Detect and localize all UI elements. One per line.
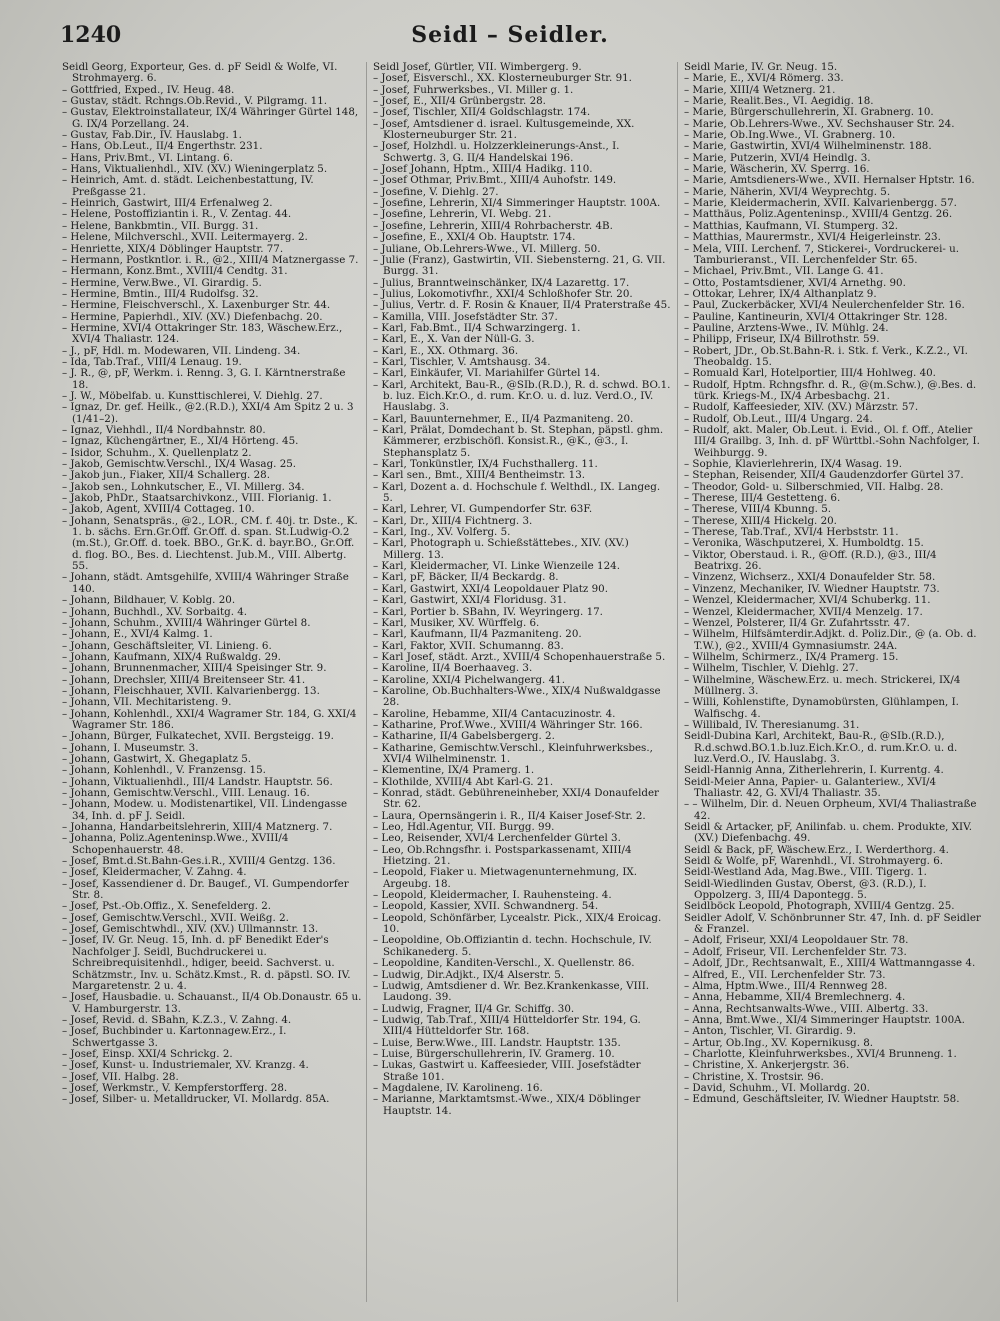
directory-entry: – Johann, Kohlenhdl., XXI/4 Wagramer Str. 184, G. XXI/4 Wagramer Str. 186. bbox=[62, 707, 357, 731]
directory-entry: – Johann, Geschäftsleiter, VI. Linieng. 6. bbox=[62, 639, 272, 652]
directory-entry: – Luise, Bürgerschullehrerin, IV. Gramerg. 10. bbox=[373, 1047, 615, 1060]
directory-entry: – Wilhelm, Tischler, V. Diehlg. 27. bbox=[684, 662, 859, 675]
directory-entry: – Jakob jun., Fiaker, XII/4 Schallerg. 28. bbox=[62, 469, 270, 482]
directory-entry: – Willi, Kohlenstifte, Dynamobürsten, Glühlampen, I. Walfischg. 4. bbox=[684, 696, 959, 720]
directory-entry: – Matthäus, Poliz.Agenteninsp., XVIII/4 Gentzg. 26. bbox=[684, 208, 953, 221]
directory-entry: – Karl sen., Bmt., XIII/4 Bentheimstr. 13. bbox=[373, 469, 586, 482]
directory-entry: – Klementine, IX/4 Pramerg. 1. bbox=[373, 764, 535, 777]
directory-entry: – Karl, Portier b. SBahn, IV. Weyringerg. 17. bbox=[373, 605, 603, 618]
directory-entry: – Jakob, Gemischtw.Verschl., IX/4 Wasag. 25. bbox=[62, 458, 297, 471]
directory-entry: – Hans, Viktualienhdl., XIV. (XV.) Wieningerplatz 5. bbox=[62, 163, 328, 176]
directory-entry: – Josefine, Lehrerin, XI/4 Simmeringer Hauptstr. 100A. bbox=[373, 197, 661, 210]
directory-entry: – Katharine, Gemischtw.Verschl., Kleinfuhrwerksbes., XVI/4 Wilhelminenstr. 1. bbox=[373, 741, 653, 765]
directory-entry: – Wenzel, Kleidermacher, XVI/4 Schuberkg. 11. bbox=[684, 594, 931, 607]
directory-entry: – Leo, Ob.Rchngsfhr. i. Postsparkassenamt, XIII/4 Hietzing. 21. bbox=[373, 843, 632, 868]
directory-entry: – Josef, Bmt.d.St.Bahn-Ges.i.R., XVIII/4 Gentzg. 136. bbox=[62, 855, 336, 868]
directory-entry: – Josef, Gemischtwhdl., XIV. (XV.) Ullmannstr. 13. bbox=[62, 923, 319, 936]
directory-entry: – Josefine, Lehrerin, XIII/4 Rohrbacherstr. 4B. bbox=[373, 219, 613, 232]
directory-entry: – Lukas, Gastwirt u. Kaffeesieder, VIII. Josefstädter Straße 101. bbox=[373, 1059, 641, 1083]
directory-entry: – Johann, Gastwirt, X. Ghegaplatz 5. bbox=[62, 752, 252, 765]
directory-entry: – Juliane, Ob.Lehrers-Wwe., VI. Millerg. 50. bbox=[373, 242, 601, 255]
directory-entry: – Christine, X. Ankerjergstr. 36. bbox=[684, 1059, 850, 1072]
directory-entry: – Marie, Kleidermacherin, XVII. Kalvarienbergg. 57. bbox=[684, 197, 957, 210]
directory-entry: – Therese, XIII/4 Hickelg. 20. bbox=[684, 514, 837, 527]
directory-entry: – Ignaz, Viehhdl., II/4 Nordbahnstr. 80. bbox=[62, 424, 266, 436]
directory-entry: – Karoline, Hebamme, XII/4 Cantacuzinostr. 4. bbox=[373, 707, 616, 720]
directory-entry: – Karl, pF, Bäcker, II/4 Beckardg. 8. bbox=[373, 571, 559, 584]
directory-entry: – Karl, Lehrer, VI. Gumpendorfer Str. 63F. bbox=[373, 503, 593, 516]
directory-entry: – Gustav, Fab.Dir., IV. Hauslabg. 1. bbox=[62, 129, 242, 142]
directory-entry: – Karl, Musiker, XV. Würffelg. 6. bbox=[373, 616, 540, 629]
directory-entry: – Leo, Hdl.Agentur, VII. Burgg. 99. bbox=[373, 821, 555, 834]
directory-entry: – Josef Othmar, Priv.Bmt., XIII/4 Auhofstr. 149. bbox=[373, 174, 617, 187]
directory-entry: – Karl, E., X. Van der Nüll-G. 3. bbox=[373, 333, 535, 346]
directory-entry: – Isidor, Schuhm., X. Quellenplatz 2. bbox=[62, 446, 252, 459]
directory-entry: – Christine, X. Trostsir. 96. bbox=[684, 1070, 824, 1083]
directory-entry: – Pauline, Kantineurin, XVI/4 Ottakringer Str. 128. bbox=[684, 310, 948, 323]
directory-entry: – Henriette, XIX/4 Döblinger Hauptstr. 77. bbox=[62, 242, 284, 255]
directory-entry: – Rudolf, Hptm. Rchngsfhr. d. R., @(m.Schw.), @.Bes. d. türk. Kriegs-M., IX/4 Arbesbachg. 21. bbox=[684, 378, 977, 402]
directory-entry: – Hermann, Konz.Bmt., XVIII/4 Cendtg. 31. bbox=[62, 265, 288, 278]
directory-entry: – Karl, Einkäufer, VI. Mariahilfer Gürtel 14. bbox=[373, 367, 601, 380]
directory-entry: – Ignaz, Küchengärtner, E., XI/4 Hörteng. 45. bbox=[62, 435, 299, 448]
directory-entry: – Julius, Branntweinschänker, IX/4 Lazarettg. 17. bbox=[373, 276, 630, 289]
directory-entry: – Sophie, Klavierlehrerin, IX/4 Wasag. 19. bbox=[684, 458, 902, 471]
directory-entry: – – Wilhelm, Dir. d. Neuen Orpheum, XVI/4 Thaliastraße 42. bbox=[684, 798, 977, 822]
directory-entry: Seidl & Wolfe, pF, Warenhdl., VI. Strohmayerg. 6. bbox=[684, 855, 944, 868]
directory-entry: – Josef, Silber- u. Metalldrucker, VI. Mollardg. 85A. bbox=[62, 1093, 330, 1106]
column-left bbox=[62, 62, 367, 1302]
directory-entry: – Josef, Amtsdiener d. israel. Kultusgemeinde, XX. Klosterneuburger Str. 21. bbox=[373, 117, 635, 142]
directory-entry: – Romuald Karl, Hotelportier, III/4 Hohlweg. 40. bbox=[684, 367, 936, 380]
directory-entry: – Therese, III/4 Gestetteng. 6. bbox=[684, 492, 841, 505]
directory-entry: – Therese, VIII/4 Kbunng. 5. bbox=[684, 503, 832, 516]
directory-entry: – Marie, Putzerin, XVI/4 Heindlg. 3. bbox=[684, 151, 871, 164]
directory-entry: – Alma, Hptm.Wwe., III/4 Rennweg 28. bbox=[684, 979, 888, 992]
directory-entry: – Hans, Priv.Bmt., VI. Lintang. 6. bbox=[62, 151, 233, 164]
directory-entry: – Viktor, Oberstaud. i. R., @Off. (R.D.), @3., III/4 Beatrixg. 26. bbox=[684, 548, 937, 573]
directory-entry: Seidl & Artacker, pF, Anilinfab. u. chem. Produkte, XIV. (XV.) Diefenbachg. 49. bbox=[684, 821, 973, 845]
directory-entry: – Matthias, Kaufmann, VI. Stumperg. 32. bbox=[684, 219, 899, 232]
directory-entry: – Josef, Kunst- u. Industriemaler, XV. Kranzg. 4. bbox=[62, 1059, 309, 1072]
directory-entry: – Julius, Vertr. d. F. Rosin & Knauer, II/4 Praterstraße 45. bbox=[373, 299, 671, 312]
directory-entry: – Johann, Modew. u. Modistenartikel, VII. Lindengasse 34, Inh. d. pF J. Seidl. bbox=[62, 798, 348, 822]
directory-entry: – Heinrich, Gastwirt, III/4 Erfenalweg 2. bbox=[62, 197, 273, 210]
directory-entry: – Karl Josef, städt. Arzt., XVIII/4 Schopenhauerstraße 5. bbox=[373, 650, 666, 663]
directory-entry: – Karl, Fab.Bmt., II/4 Schwarzingerg. 1. bbox=[373, 321, 581, 334]
directory-entry: – Leopold, Schönfärber, Lycealstr. Pick., XIX/4 Eroicag. 10. bbox=[373, 911, 662, 936]
directory-entry: – Ludwig, Fragner, II/4 Gr. Schiffg. 30. bbox=[373, 1002, 575, 1015]
column-middle bbox=[373, 62, 678, 1302]
directory-entry: – Josefine, Lehrerin, VI. Webg. 21. bbox=[373, 208, 552, 221]
directory-entry: – Leopoldine, Kanditen-Verschl., X. Quellenstr. 86. bbox=[373, 957, 635, 970]
directory-entry: – David, Schuhm., VI. Mollardg. 20. bbox=[684, 1081, 870, 1094]
directory-entry: – Hermine, XVI/4 Ottakringer Str. 183, Wäschew.Erz., XVI/4 Thaliastr. 124. bbox=[62, 321, 343, 346]
directory-entry: – Hans, Ob.Leut., II/4 Engerthstr. 231. bbox=[62, 140, 263, 153]
directory-entry: – Magdalene, IV. Karolineng. 16. bbox=[373, 1081, 543, 1094]
directory-entry: – Leopoldine, Ob.Offiziantin d. techn. Hochschule, IV. Schikanederg. 5. bbox=[373, 934, 652, 958]
entry-columns bbox=[62, 62, 988, 1302]
directory-entry: – Johann, Kaufmann, XIX/4 Rußwaldg. 29. bbox=[62, 650, 281, 663]
directory-entry: – Josef, Hausbadie. u. Schauanst., II/4 Ob.Donaustr. 65 u. V. Hamburgerstr. 13. bbox=[62, 991, 362, 1015]
directory-entry: – Johann, VII. Mechitaristeng. 9. bbox=[62, 696, 232, 709]
directory-entry: – Mela, VIII. Lerchenf. 7, Stickerei-, Vordruckerei- u. Tamburieranst., VII. Lerchenfelder Str. 65. bbox=[684, 242, 960, 266]
directory-entry: – Katharine, Prof.Wwe., XVIII/4 Währinger Str. 166. bbox=[373, 718, 643, 731]
directory-entry: – Luise, Berw.Wwe., III. Landstr. Hauptstr. 135. bbox=[373, 1036, 621, 1049]
directory-entry: – Josef, Revid. d. SBahn, K.Z.3., V. Zahng. 4. bbox=[62, 1013, 292, 1026]
directory-entry: – Marie, Näherin, XVI/4 Weyprechtg. 5. bbox=[684, 185, 891, 198]
directory-entry: – Helene, Milchverschl., XVII. Leitermayerg. 2. bbox=[62, 231, 308, 244]
directory-entry: – Michael, Priv.Bmt., VII. Lange G. 41. bbox=[684, 265, 884, 278]
directory-entry: – Heinrich, Amt. d. städt. Leichenbestattung, IV. Preßgasse 21. bbox=[62, 174, 314, 198]
page-number: 1240 bbox=[60, 22, 122, 48]
directory-entry: – Gustav, städt. Rchngs.Ob.Revid., V. Pilgramg. 11. bbox=[62, 95, 328, 108]
directory-entry: – Johanna, Poliz.Agenteninsp.Wwe., XVIII/4 Schopenhauerstr. 48. bbox=[62, 832, 289, 856]
directory-entry: – Josef Johann, Hptm., XIII/4 Hadikg. 110. bbox=[373, 163, 593, 176]
directory-entry: – Anna, Bmt.Wwe., XI/4 Simmeringer Hauptstr. 100A. bbox=[684, 1013, 965, 1026]
directory-entry: – Artur, Ob.Ing., XV. Kopernikusg. 8. bbox=[684, 1036, 874, 1049]
directory-entry: – Wilhelm, Hilfsämterdir.Adjkt. d. Poliz.Dir., @ (a. Ob. d. T.W.), @2., XVIII/4 Gymnasiumstr. 24A. bbox=[684, 628, 977, 652]
directory-entry: – Charlotte, Kleinfuhrwerksbes., XVI/4 Brunneng. 1. bbox=[684, 1047, 957, 1060]
directory-entry: – Johann, Schuhm., XVIII/4 Währinger Gürtel 8. bbox=[62, 616, 311, 629]
directory-entry: – Josef, E., XII/4 Grünbergstr. 28. bbox=[373, 95, 546, 108]
directory-entry: – Philipp, Friseur, IX/4 Billrothstr. 59. bbox=[684, 333, 880, 346]
directory-entry: – Karl, Tonkünstler, IX/4 Fuchsthallerg. 11. bbox=[373, 458, 598, 471]
directory-entry: – Marie, Gastwirtin, XVI/4 Wilhelminenstr. 188. bbox=[684, 140, 932, 153]
directory-entry: – Karl, Kleidermacher, VI. Linke Wienzeile 124. bbox=[373, 560, 620, 573]
directory-entry: – Otto, Postamtsdiener, XVI/4 Arnethg. 90. bbox=[684, 276, 906, 289]
directory-entry: – Johann, Gemischtw.Verschl., VIII. Lenaug. 16. bbox=[62, 787, 310, 799]
directory-entry: – Gustav, Elektroinstallateur, IX/4 Währinger Gürtel 148, G. IX/4 Porzellang. 24. bbox=[62, 106, 359, 130]
directory-entry: – Leopold, Kleidermacher, I. Rauhensteing. 4. bbox=[373, 889, 612, 902]
directory-entry: – Rudolf, akt. Maler, Ob.Leut. i. Evid., Ol. f. Off., Atelier III/4 Grailbg. 3, Inh. d. pF Württbl.-Sohn Nachfolger, I. Weihburgg. 9. bbox=[684, 424, 980, 459]
page-header bbox=[60, 22, 960, 58]
directory-entry: – Anna, Rechtsanwalts-Wwe., VIII. Albertg. 33. bbox=[684, 1002, 929, 1015]
directory-entry: – Johann, Brunnenmacher, XIII/4 Speisinger Str. 9. bbox=[62, 662, 327, 675]
directory-entry: – Karl, Prälat, Domdechant b. St. Stephan, päpstl. ghm. Kämmerer, erzbischöfl. Konsist.R., @K., @3., I. Stephansplatz 5. bbox=[373, 424, 664, 459]
directory-entry: – Johann, Kohlenhdl., V. Franzensg. 15. bbox=[62, 764, 266, 777]
directory-entry: – Ludwig, Tab.Traf., XIII/4 Hütteldorfer Str. 194, G. XIII/4 Hütteldorfer Str. 168. bbox=[373, 1013, 641, 1038]
directory-entry: – Josef, Eisverschl., XX. Klosterneuburger Str. 91. bbox=[373, 72, 632, 85]
directory-entry: – Klothilde, XVIII/4 Abt Karl-G. 21. bbox=[373, 775, 554, 788]
directory-entry: – Willibald, IV. Theresianumg. 31. bbox=[684, 718, 860, 731]
directory-entry: – Johann, Senatspräs., @2., LOR., CM. f. 40j. tr. Dste., K. 1. b. sächs. Ern.Gr.Off. Gr.Off. d. span. St.Ludwig-O.2 (m.St.), Gr.Off. d. toek. BBO., Gr.K. d. bayr.BO., Gr.Off. d. flog. BO., Bes. d. Liechtenst. Jub.M., VIII. Albertg. 55. bbox=[62, 514, 358, 573]
directory-entry: – Julie (Franz), Gastwirtin, VII. Siebensterng. 21, G. VII. Burgg. 31. bbox=[373, 253, 666, 278]
directory-entry: – Vinzenz, Mechaniker, IV. Wiedner Hauptstr. 73. bbox=[684, 582, 940, 595]
directory-entry: – Hermine, Fleischverschl., X. Laxenburger Str. 44. bbox=[62, 299, 331, 312]
directory-entry: – Gottfried, Exped., IV. Heug. 48. bbox=[62, 83, 235, 96]
directory-entry: – J., pF, Hdl. m. Modewaren, VII. Lindeng. 34. bbox=[62, 344, 301, 357]
directory-entry: – Josef, Holzhdl. u. Holzzerkleinerungs-Anst., I. Schwertg. 3, G. II/4 Handelskai 196. bbox=[373, 140, 620, 164]
directory-entry: – Julius, Lokomotivfhr., XXI/4 Schloßhofer Str. 20. bbox=[373, 287, 633, 300]
directory-entry: – Adolf, Friseur, VII. Lerchenfelder Str. 73. bbox=[684, 945, 907, 958]
directory-entry: – Karoline, Ob.Buchhalters-Wwe., XIX/4 Nußwaldgasse 28. bbox=[373, 684, 661, 709]
directory-entry: – Marie, Amtsdieners-Wwe., XVII. Hernalser Hptstr. 16. bbox=[684, 174, 975, 187]
directory-entry: – Rudolf, Kaffeesieder, XIV. (XV.) Märzstr. 57. bbox=[684, 401, 919, 414]
directory-entry: – Karl, Gastwirt, XXI/4 Floridusg. 31. bbox=[373, 594, 567, 607]
directory-entry: – Stephan, Reisender, XII/4 Gaudenzdorfer Gürtel 37. bbox=[684, 469, 964, 482]
directory-entry: – Marie, XIII/4 Wetznerg. 21. bbox=[684, 83, 836, 96]
directory-entry: – Johann, I. Museumstr. 3. bbox=[62, 741, 199, 754]
directory-entry: – Veronika, Wäschputzerei, X. Humboldtg. 15. bbox=[684, 537, 924, 550]
directory-entry: – Jakob, Agent, XVIII/4 Cottageg. 10. bbox=[62, 503, 255, 516]
directory-entry: – Wenzel, Polsterer, II/4 Gr. Zufahrtsstr. 47. bbox=[684, 616, 910, 629]
directory-entry: – Hermine, Verw.Bwe., VI. Girardig. 5. bbox=[62, 276, 262, 289]
directory-entry: Seidler Adolf, V. Schönbrunner Str. 47, Inh. d. pF Seidler & Franzel. bbox=[684, 911, 981, 936]
directory-entry: Seidlböck Leopold, Photograph, XVIII/4 Gentzg. 25. bbox=[684, 900, 955, 913]
column-right bbox=[684, 62, 988, 1302]
directory-entry: Seidl-Dubina Karl, Architekt, Bau-R., @SIb.(R.D.), R.d.schwd.BO.1.b.luz.Eich.Kr.O., d. rum.Kr.O. u. d. luz.Verd.O., IV. Hauslabg. 3. bbox=[684, 730, 958, 765]
directory-entry: – Ludwig, Amtsdiener d. Wr. Bez.Krankenkasse, VIII. Laudong. 39. bbox=[373, 979, 650, 1004]
directory-entry: Seidl-Meier Anna, Papier- u. Galanteriew., XVI/4 Thaliastr. 42, G. XVI/4 Thaliastr. 35. bbox=[684, 775, 937, 799]
directory-entry: – Karl, Faktor, XVII. Schumanng. 83. bbox=[373, 639, 564, 652]
directory-entry: – Marie, E., XVI/4 Römerg. 33. bbox=[684, 72, 844, 85]
directory-entry: – Katharine, II/4 Gabelsbergerg. 2. bbox=[373, 730, 555, 743]
directory-entry: Seidl Marie, IV. Gr. Neug. 15. bbox=[684, 62, 838, 73]
running-title: Seidl – Seidler. bbox=[411, 22, 609, 48]
directory-entry: Seidl Josef, Gürtler, VII. Wimbergerg. 9. bbox=[373, 62, 582, 73]
directory-entry: – Josefine, V. Diehlg. 27. bbox=[373, 185, 499, 198]
directory-entry: – Ignaz, Dr. gef. Heilk., @2.(R.D.), XXI/4 Am Spitz 2 u. 3 (1/41–2). bbox=[62, 401, 354, 425]
directory-entry: Seidl-Hannig Anna, Zitherlehrerin, I. Kurrentg. 4. bbox=[684, 764, 944, 777]
directory-entry: – Kamilla, VIII. Josefstädter Str. 37. bbox=[373, 310, 558, 323]
directory-entry: – Helene, Bankbmtin., VII. Burgg. 31. bbox=[62, 219, 259, 232]
directory-entry: – Karoline, XXI/4 Pichelwangerg. 41. bbox=[373, 673, 565, 686]
directory-entry: – Ida, Tab.Traf., VIII/4 Lenaug. 19. bbox=[62, 355, 242, 368]
directory-entry: – Karl, Bauunternehmer, E., II/4 Pazmaniteng. 20. bbox=[373, 412, 634, 425]
directory-entry: – Ottokar, Lehrer, IX/4 Althanplatz 9. bbox=[684, 287, 877, 300]
directory-entry: – Helene, Postoffiziantin i. R., V. Zentag. 44. bbox=[62, 208, 292, 221]
directory-entry: – J. W., Möbelfab. u. Kunsttischlerei, V. Diehlg. 27. bbox=[62, 389, 323, 402]
directory-entry: – Johann, Buchhdl., XV. Sorbaitg. 4. bbox=[62, 605, 248, 618]
directory-entry: – Konrad, städt. Gebühreneinheber, XXI/4 Donaufelder Str. 62. bbox=[373, 787, 659, 811]
directory-entry: – Marie, Bürgerschullehrerin, XI. Grabnerg. 10. bbox=[684, 106, 934, 119]
directory-entry: – Karl, Dozent a. d. Hochschule f. Welthdl., IX. Langeg. 5. bbox=[373, 480, 661, 505]
directory-entry: – Jakob sen., Lohnkutscher, E., VI. Millerg. 34. bbox=[62, 480, 305, 493]
directory-entry: – Rudolf, Ob.Leut., III/4 Ungarg. 24. bbox=[684, 412, 873, 425]
directory-entry: – Leopold, Kassier, XVII. Schwandnerg. 54. bbox=[373, 900, 599, 913]
directory-entry: – Anton, Tischler, VI. Girardig. 9. bbox=[684, 1025, 856, 1038]
directory-entry: – Leo, Reisender, XVI/4 Lerchenfelder Gürtel 3. bbox=[373, 832, 621, 845]
directory-entry: – Pauline, Arztens-Wwe., IV. Mühlg. 24. bbox=[684, 321, 889, 334]
directory-entry: – Paul, Zuckerbäcker, XVI/4 Neulerchenfelder Str. 16. bbox=[684, 299, 965, 312]
directory-entry: – Adolf, Friseur, XXI/4 Leopoldauer Str. 78. bbox=[684, 934, 909, 947]
directory-entry: – Johann, Viktualienhdl., III/4 Landstr. Hauptstr. 56. bbox=[62, 775, 333, 788]
directory-entry: – Johann, Bildhauer, V. Koblg. 20. bbox=[62, 594, 236, 607]
directory-entry: – Josef, Kleidermacher, V. Zahng. 4. bbox=[62, 866, 247, 879]
directory-entry: – Laura, Opernsängerin i. R., II/4 Kaiser Josef-Str. 2. bbox=[373, 809, 646, 822]
directory-entry: – Marie, Wäscherin, XV. Sperrg. 16. bbox=[684, 163, 870, 176]
directory-entry: – Josef, Pst.-Ob.Offiz., X. Senefelderg. 2. bbox=[62, 900, 272, 913]
directory-entry: – Josef, Gemischtw.Verschl., XVII. Weißg. 2. bbox=[62, 911, 289, 924]
directory-entry: – Marie, Ob.Lehrers-Wwe., XV. Sechshauser Str. 24. bbox=[684, 117, 955, 130]
directory-entry: – Josef, Einsp. XXI/4 Schrickg. 2. bbox=[62, 1047, 233, 1060]
directory-entry: – Marianne, Marktamtsmst.-Wwe., XIX/4 Döblinger Hauptstr. 14. bbox=[373, 1093, 641, 1117]
directory-entry: – Josef, Buchbinder u. Kartonnagew.Erz., I. Schwertgasse 3. bbox=[62, 1025, 287, 1049]
directory-entry: – Alfred, E., VII. Lerchenfelder Str. 73. bbox=[684, 968, 886, 981]
directory-entry: – Karl, Ing., XV. Volferg. 5. bbox=[373, 526, 511, 539]
directory-entry: – Karl, Dr., XIII/4 Fichtnerg. 3. bbox=[373, 514, 533, 527]
directory-entry: – Anna, Hebamme, XII/4 Bremlechnerg. 4. bbox=[684, 991, 906, 1004]
directory-entry: – Josef, IV. Gr. Neug. 15, Inh. d. pF Benedikt Eder's Nachfolger J. Seidl, Buchdruckerei u. Schreibrequisitenhdl., hdiger, beeid. Sachverst. u. Schätzmstr., Inv. u. Schätz.Kmst., R. d. päpstl. SO. IV. Margaretenstr. 2 u. 4. bbox=[62, 934, 351, 992]
directory-entry: Seidl & Back, pF, Wäschew.Erz., I. Werderthorg. 4. bbox=[684, 843, 949, 856]
directory-entry: – J. R., @, pF, Werkm. i. Renng. 3, G. I. Kärntnerstraße 18. bbox=[62, 367, 346, 391]
directory-entry: – Karl, Tischler, V. Amtshausg. 34. bbox=[373, 355, 551, 368]
directory-entry: Seidl-Wiedlinden Gustav, Oberst, @3. (R.D.), I. Oppolzerg. 3, III/4 Dapontegg. 5. bbox=[684, 877, 927, 902]
directory-entry: Seidl-Westland Ada, Mag.Bwe., VIII. Tigerg. 1. bbox=[684, 866, 927, 879]
directory-entry: – Josef, Werkmstr., V. Kempferstorfferg. 28. bbox=[62, 1081, 288, 1094]
directory-entry: – Theodor, Gold- u. Silberschmied, VII. Halbg. 28. bbox=[684, 480, 944, 493]
directory-entry: – Hermine, Papierhdl., XIV. (XV.) Diefenbachg. 20. bbox=[62, 310, 323, 323]
directory-entry: – Therese, Tab.Traf., XVI/4 Herbststr. 11. bbox=[684, 526, 899, 539]
directory-entry: – Johann, Fleischhauer, XVII. Kalvarienbergg. 13. bbox=[62, 684, 320, 697]
directory-entry: – Vinzenz, Wichserz., XXI/4 Donaufelder Str. 58. bbox=[684, 571, 936, 584]
directory-entry: – Karl, Architekt, Bau-R., @SIb.(R.D.), R. d. schwd. BO.1. b. luz. Eich.Kr.O., d. rum. Kr.O. u. d. luz. Verd.O., IV. Hauslabg. 3. bbox=[373, 378, 671, 414]
directory-entry: Seidl Georg, Exporteur, Ges. d. pF Seidl & Wolfe, VI. Strohmayerg. 6. bbox=[62, 62, 338, 85]
directory-entry: – Karl, Photograph u. Schießstättebes., XIV. (XV.) Millerg. 13. bbox=[373, 537, 629, 561]
directory-entry: – Karl, Kaufmann, II/4 Pazmaniteng. 20. bbox=[373, 628, 582, 641]
directory-entry: – Josefine, E., XXI/4 Ob. Hauptstr. 174. bbox=[373, 231, 576, 244]
directory-entry: – Johann, städt. Amtsgehilfe, XVIII/4 Währinger Straße 140. bbox=[62, 571, 349, 595]
directory-entry: – Hermine, Bmtin., III/4 Rudolfsg. 32. bbox=[62, 287, 259, 300]
directory-entry: – Wilhelmine, Wäschew.Erz. u. mech. Strickerei, IX/4 Müllnerg. 3. bbox=[684, 673, 961, 697]
directory-entry: – Marie, Realit.Bes., VI. Aegidig. 18. bbox=[684, 95, 874, 108]
directory-entry: – Johanna, Handarbeitslehrerin, XIII/4 Matznerg. 7. bbox=[62, 821, 333, 834]
directory-entry: – Ludwig, Dir.Adjkt., IX/4 Alserstr. 5. bbox=[373, 968, 565, 981]
directory-entry: – Josef, VII. Halbg. 28. bbox=[62, 1070, 179, 1083]
directory-entry: – Adolf, JDr., Rechtsanwalt, E., XIII/4 Wattmanngasse 4. bbox=[684, 957, 976, 970]
directory-entry: – Jakob, PhDr., Staatsarchivkonz., VIII. Florianig. 1. bbox=[62, 492, 332, 505]
directory-entry: – Wilhelm, Schirmerz., IX/4 Pramerg. 15. bbox=[684, 650, 899, 663]
directory-entry: – Josef, Kassendiener d. Dr. Baugef., VI. Gumpendorfer Str. 8. bbox=[62, 877, 349, 902]
directory-entry: – Johann, Drechsler, XIII/4 Breitenseer Str. 41. bbox=[62, 673, 306, 686]
directory-entry: – Wenzel, Kleidermacher, XVII/4 Menzelg. 17. bbox=[684, 605, 923, 618]
directory-entry: – Josef, Tischler, XII/4 Goldschlagstr. 174. bbox=[373, 106, 591, 119]
directory-entry: – Robert, JDr., Ob.St.Bahn-R. i. Stk. f. Verk., K.Z.2., VI. Theobaldg. 15. bbox=[684, 344, 968, 368]
directory-entry: – Matthias, Maurermstr., XVI/4 Heigerleinstr. 23. bbox=[684, 231, 941, 244]
directory-entry: – Karoline, II/4 Boerhaaveg. 3. bbox=[373, 662, 533, 675]
directory-entry: – Edmund, Geschäftsleiter, IV. Wiedner Hauptstr. 58. bbox=[684, 1093, 960, 1106]
directory-entry: – Marie, Ob.Ing.Wwe., VI. Grabnerg. 10. bbox=[684, 129, 896, 142]
directory-entry: – Karl, E., XX. Othmarg. 36. bbox=[373, 344, 519, 357]
directory-entry: – Johann, E., XVI/4 Kalmg. 1. bbox=[62, 628, 213, 641]
directory-entry: – Leopold, Fiaker u. Mietwagenunternehmung, IX. Argeubg. 18. bbox=[373, 866, 638, 890]
directory-entry: – Johann, Bürger, Fulkatechet, XVII. Bergsteigg. 19. bbox=[62, 730, 334, 743]
directory-entry: – Hermann, Postkntlor. i. R., @2., XIII/4 Matznergasse 7. bbox=[62, 253, 359, 266]
directory-entry: – Karl, Gastwirt, XXI/4 Leopoldauer Platz 90. bbox=[373, 582, 608, 595]
directory-entry: – Josef, Fuhrwerksbes., VI. Miller g. 1. bbox=[373, 83, 574, 96]
